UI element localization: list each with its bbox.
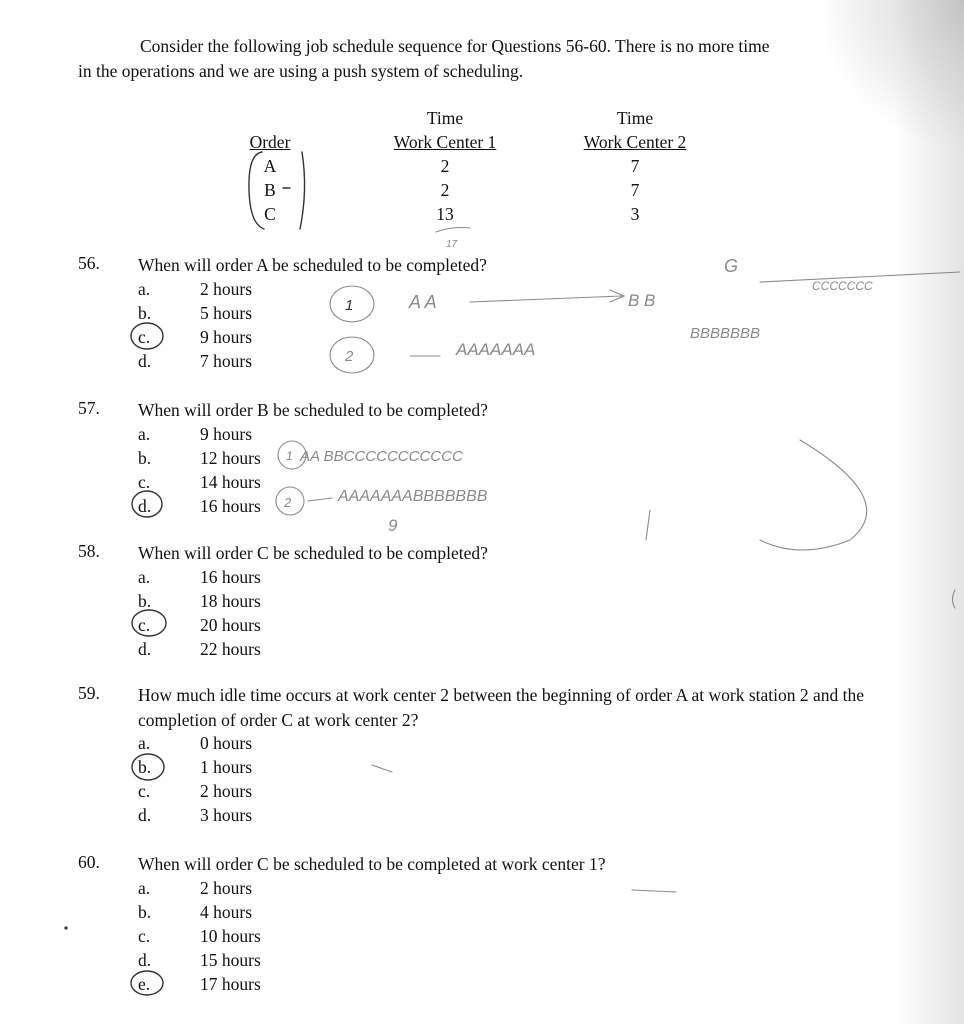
wc2-header-top: Time — [616, 108, 654, 128]
question-text: When will order B be scheduled to be completed? — [138, 400, 488, 420]
circled-label-mark — [330, 286, 374, 322]
option-letter: c. — [138, 327, 151, 347]
circled-label-mark — [278, 441, 306, 469]
option-value: 18 hours — [200, 591, 261, 611]
handwritten-text: CCCCCCC — [812, 279, 873, 293]
handwritten-text: AAAAAAABBBBBBB — [338, 488, 488, 505]
option-letter: a. — [138, 567, 151, 587]
handwritten-text: AA BBCCCCCCCCCCC — [300, 448, 463, 465]
option-value: 14 hours — [200, 472, 261, 492]
intro-line-2: in the operations and we are using a push system of scheduling. — [78, 61, 524, 81]
option-letter: c. — [138, 926, 151, 946]
work-center-2-column — [560, 106, 710, 226]
question-number: 59. — [78, 683, 100, 703]
handwritten-text: 17 — [446, 239, 458, 250]
order-bracket-mark — [300, 152, 305, 229]
handwritten-text: AAAAAAA — [456, 340, 536, 359]
table-cell: B — [264, 180, 276, 200]
option-letter: e. — [138, 974, 151, 994]
pencil-scribble — [760, 440, 867, 550]
handwritten-text: 9 — [388, 516, 398, 535]
option-letter: b. — [138, 902, 152, 922]
question-number: 57. — [78, 398, 100, 418]
option-letter: d. — [138, 496, 152, 516]
option-letter: a. — [138, 424, 151, 444]
circled-label-mark — [330, 337, 374, 373]
order-column — [240, 106, 300, 226]
option-value: 15 hours — [200, 950, 261, 970]
order-header: Order — [249, 132, 291, 152]
handwritten-text: G — [724, 256, 739, 276]
handwritten-text: 1 — [345, 297, 354, 314]
option-value: 12 hours — [200, 448, 261, 468]
table-cell: 2 — [440, 156, 450, 176]
wc1-header-top: Time — [426, 108, 464, 128]
option-value: 0 hours — [200, 733, 253, 753]
table-cell: 2 — [440, 180, 450, 200]
question-text: When will order C be scheduled to be completed? — [138, 543, 488, 563]
option-value: 22 hours — [200, 639, 261, 659]
option-letter: b. — [138, 448, 152, 468]
option-value: 20 hours — [200, 615, 261, 635]
question-text: When will order C be scheduled to be completed at work center 1? — [138, 854, 606, 874]
arrow-mark — [470, 296, 622, 302]
work-center-1-column — [370, 106, 520, 226]
handwritten-text: 2 — [345, 348, 354, 365]
question-number: 60. — [78, 852, 100, 872]
question-number: 58. — [78, 541, 100, 561]
handwritten-text: BBBBBBB — [690, 325, 761, 342]
option-value: 10 hours — [200, 926, 261, 946]
table-cell: 7 — [630, 180, 640, 200]
table-cell: A — [263, 156, 277, 176]
option-value: 7 hours — [200, 351, 253, 371]
option-value: 2 hours — [200, 781, 253, 801]
option-letter: a. — [138, 279, 151, 299]
handwritten-text: 2 — [284, 495, 292, 510]
option-letter: d. — [138, 805, 152, 825]
table-cell: C — [264, 204, 276, 224]
table-cell: 13 — [436, 204, 454, 224]
option-value: 9 hours — [200, 327, 253, 347]
intro-line-1: Consider the following job schedule sequence for Questions 56-60. There is no more time — [140, 36, 770, 56]
handwritten-text: 1 — [286, 449, 293, 463]
option-value: 9 hours — [200, 424, 253, 444]
option-letter: c. — [138, 615, 151, 635]
option-value: 17 hours — [200, 974, 261, 994]
option-letter: d. — [138, 950, 152, 970]
option-value: 1 hours — [200, 757, 253, 777]
option-letter: a. — [138, 878, 151, 898]
option-letter: d. — [138, 639, 152, 659]
wc1-header: Work Center 1 — [393, 132, 497, 152]
option-letter: c. — [138, 472, 151, 492]
question-number: 56. — [78, 253, 100, 273]
option-value: 16 hours — [200, 496, 261, 516]
circled-label-mark — [276, 487, 304, 515]
option-letter: b. — [138, 303, 152, 323]
option-letter: c. — [138, 781, 151, 801]
table-cell: 3 — [630, 204, 640, 224]
intro-paragraph — [78, 34, 898, 84]
option-letter: b. — [138, 757, 152, 777]
table-cell: 7 — [630, 156, 640, 176]
option-value: 2 hours — [200, 878, 253, 898]
option-letter: d. — [138, 351, 152, 371]
option-letter: b. — [138, 591, 152, 611]
wc2-header: Work Center 2 — [583, 132, 687, 152]
option-value: 16 hours — [200, 567, 261, 587]
option-value: 4 hours — [200, 902, 253, 922]
question-text: How much idle time occurs at work center 2 between the beginning of order A at work station 2 and the completion of order C at work center 2? — [138, 685, 865, 730]
question-text: When will order A be scheduled to be completed? — [138, 255, 487, 275]
option-value: 3 hours — [200, 805, 253, 825]
option-letter: a. — [138, 733, 151, 753]
handwritten-text: B B — [628, 291, 656, 310]
handwritten-text: A A — [409, 292, 437, 312]
option-value: 5 hours — [200, 303, 253, 323]
option-value: 2 hours — [200, 279, 253, 299]
